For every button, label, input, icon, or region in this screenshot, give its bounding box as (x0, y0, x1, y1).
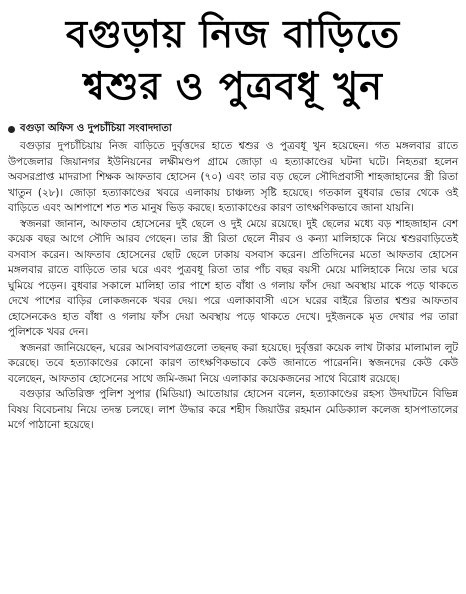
byline (8, 122, 458, 136)
article-body (8, 139, 458, 434)
headline (8, 8, 458, 112)
headline-line-2: শ্বশুর ও পুত্রবধূ খুন (83, 64, 383, 108)
paragraph-3: স্বজনরা জানিয়েছেন, ঘরের আসবাবপত্রগুলো তছনছ করা হয়েছে। দুর্বৃত্তরা কয়েক লাখ টাকার মালামাল লুট করেছে। তবে হত্যাকাণ্ডের কোনো কারণ তাৎক্ষণিকভাবে কেউ জানাতে পারেননি। স্বজনদের কেউ কেউ বলেছেন, আফতাব হোসেনের সাথে জমি-জমা নিয়ে এলাকার কয়েকজনের সাথে বিরোধ রয়েছে। (8, 341, 458, 385)
bullet-icon (8, 126, 15, 133)
paragraph-2: স্বজনরা জানান, আফতাব হোসেনের দুই ছেলে ও দুই মেয়ে রয়েছে। দুই ছেলের মধ্যে বড় শাহজাহান বেশ কয়েক বছর আগে সৌদি আরব গেছেন। তার স্ত্রী রিতা ছেলে নীরব ও কন্যা মালিহাকে নিয়ে শ্বশুরবাড়িতেই বসবাস করেন। আফতাব হোসেনের ছোট ছেলে ঢাকায় বসবাস করেন। প্রতিদিনের মতো আফতাব হোসেন মঙ্গলবার রাতে বাড়িতে তার ঘরে এবং পুত্রবধূ রিতা তার পাঁচ বছর বয়সী মেয়ে মালিহাকে নিয়ে তার ঘরে ঘুমিয়ে পড়েন। বুধবার সকালে মালিহা তার পাশে হাত বাঁধা ও গলায় ফাঁস দেয়া অবস্থায় মাকে পড়ে থাকতে দেখে পাশের বাড়ির লোকজনকে খবর দেয়। পরে এলাকাবাসী এসে ঘরের বাইরে রিতার শ্বশুর আফতাব হোসেনকেও হাত বাঁধা ও গলায় ফাঁস দেয়া অবস্থায় পড়ে থাকতে দেখে। দুইজনকে মৃত দেখার পর তারা পুলিশকে খবর দেন। (8, 217, 458, 338)
paragraph-1: বগুড়ার দুপচাঁচিয়ায় নিজ বাড়িতে দুর্বৃত্তদের হাতে শ্বশুর ও পুত্রবধূ খুন হয়েছেন। গত মঙ্গলবার রাতে উপজেলার জিয়ানগর ইউনিয়নের লক্ষীমণ্ডপ গ্রামে জোড়া এ হত্যাকাণ্ডের ঘটনা ঘটে। নিহতরা হলেন অবসরপ্রাপ্ত মাদরাসা শিক্ষক আফতাব হোসেন (৭০) এবং তার বড় ছেলে সৌদিপ্রবাসী শাহজাহানের স্ত্রী রিতা খাতুন (২৮)। জোড়া হত্যাকাণ্ডের খবরে এলাকায় চাঞ্চল্য সৃষ্টি হয়েছে। গতকাল বুধবার ভোর থেকে ওই বাড়িতে এবং আশপাশে শত শত মানুষ ভিড় করছে। হত্যাকাণ্ডের কারণ তাৎক্ষণিকভাবে জানা যায়নি। (8, 140, 458, 214)
byline-text: বগুড়া অফিস ও দুপচাঁচিয়া সংবাদদাতা (20, 123, 172, 134)
headline-line-1: বগুড়ায় নিজ বাড়িতে (65, 12, 401, 56)
paragraph-4: বগুড়ার অতিরিক্ত পুলিশ সুপার (মিডিয়া) আতোয়ার হোসেন বলেন, হত্যাকাণ্ডের রহস্য উদঘাটনে বিভিন্ন বিষয় বিবেচনায় নিয়ে তদন্ত চলছে। লাশ উদ্ধার করে শহীদ জিয়াউর রহমান মেডিক্যাল কলেজ হাসপাতালের মর্গে পাঠানো হয়েছে। (8, 388, 458, 431)
